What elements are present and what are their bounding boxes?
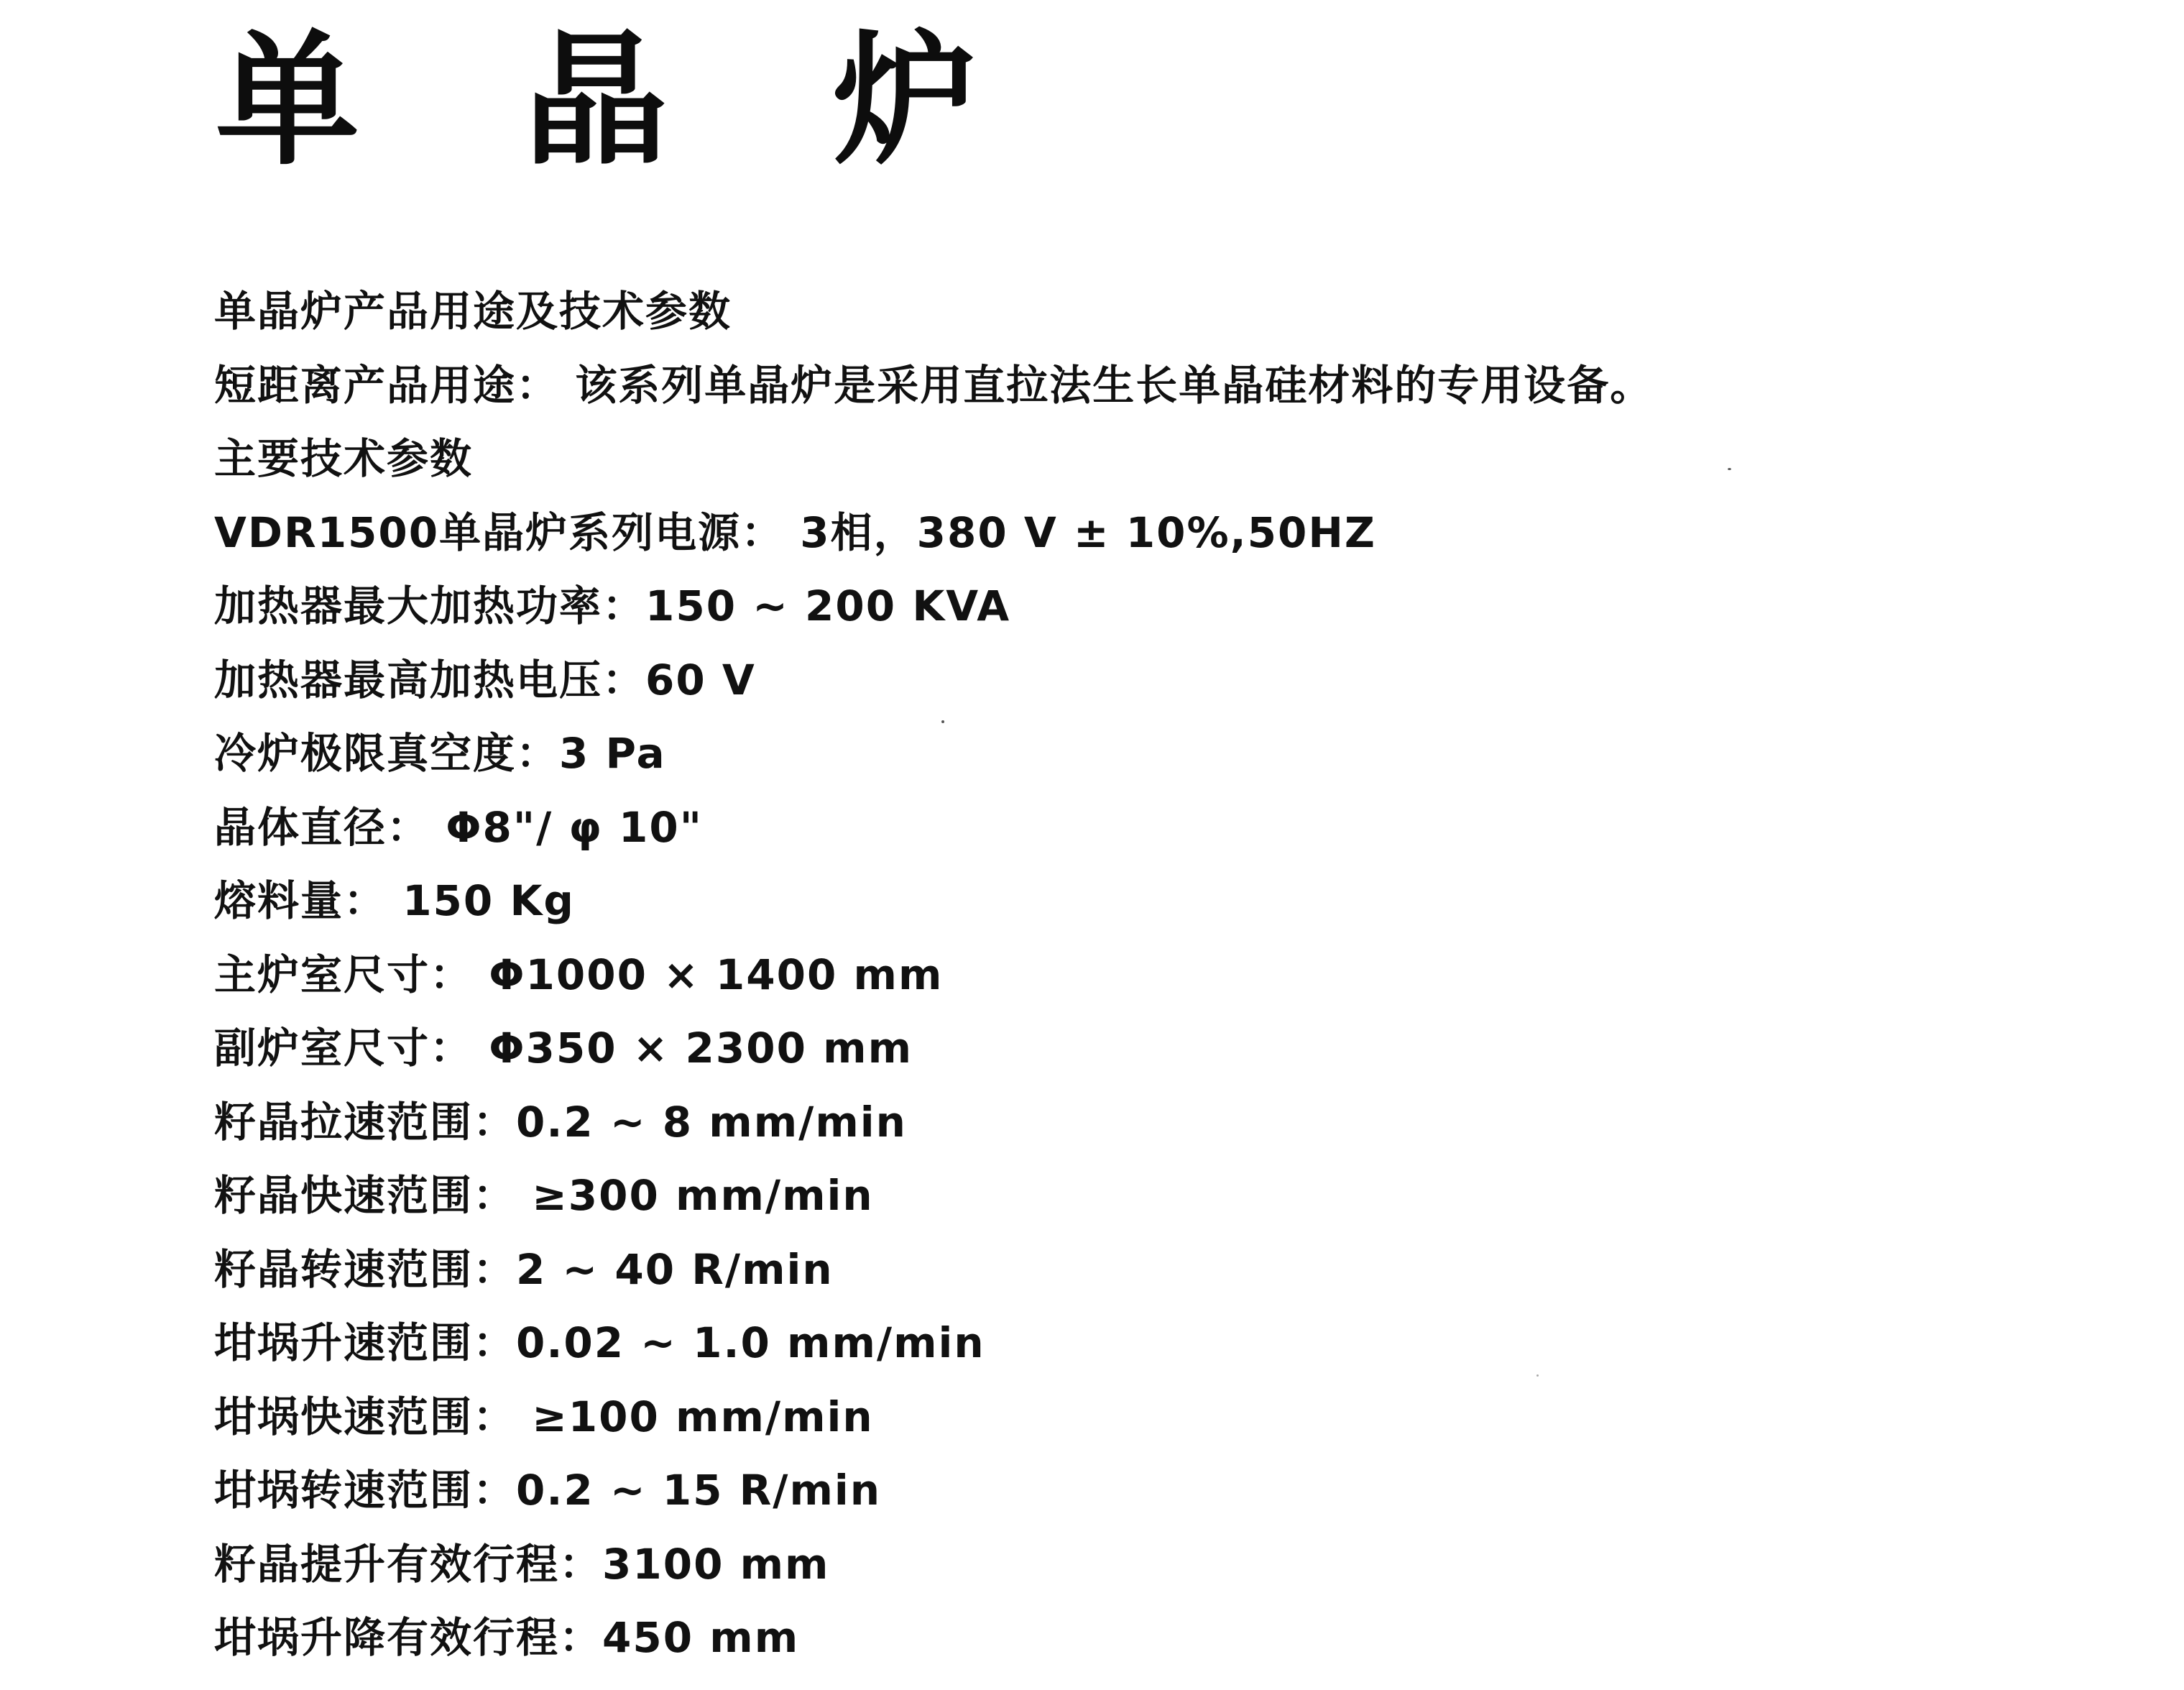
scan-speck <box>1536 1374 1539 1377</box>
spec-ultimate-vacuum: 冷炉极限真空度：3 Pa <box>214 729 666 778</box>
spec-heater-max-power: 加热器最大加热功率：150 ~ 200 KVA <box>214 582 1011 630</box>
product-usage-line: 短距离产品用途： 该系列单晶炉是采用直拉法生长单晶硅材料的专用设备。 <box>214 360 1654 410</box>
scan-speck <box>941 720 944 723</box>
spec-seed-fast-speed: 籽晶快速范围： ≥300 mm/min <box>214 1171 874 1220</box>
spec-main-chamber-size: 主炉室尺寸： Φ1000 × 1400 mm <box>214 950 944 999</box>
spec-seed-rotation: 籽晶转速范围：2 ~ 40 R/min <box>214 1244 834 1294</box>
spec-crucible-lift-speed: 坩埚升速范围：0.02 ~ 1.0 mm/min <box>214 1318 985 1367</box>
spec-seed-lift-stroke: 籽晶提升有效行程：3100 mm <box>214 1539 830 1589</box>
spec-heater-max-voltage: 加热器最高加热电压：60 V <box>214 655 756 704</box>
spec-sub-chamber-size: 副炉室尺寸： Φ350 × 2300 mm <box>214 1024 913 1073</box>
spec-crucible-rotation: 坩埚转速范围：0.2 ~ 15 R/min <box>214 1466 882 1515</box>
page-title: 单 晶 炉 <box>216 16 1035 185</box>
spec-crucible-fast-speed: 坩埚快速范围： ≥100 mm/min <box>214 1392 874 1441</box>
spec-power-supply: VDR1500单晶炉系列电源： 3相，380 V ± 10%,50HZ <box>214 508 1376 557</box>
spec-text-block <box>214 275 1653 1675</box>
heading-main-parameters: 主要技术参数 <box>214 434 474 483</box>
spec-melt-charge: 熔料量： 150 Kg <box>214 876 575 925</box>
scan-speck <box>1728 468 1731 470</box>
spec-crystal-diameter: 晶体直径： Φ8"/ φ 10" <box>214 802 703 852</box>
spec-crucible-lift-stroke: 坩埚升降有效行程：450 mm <box>214 1613 800 1662</box>
spec-seed-pull-speed: 籽晶拉速范围：0.2 ~ 8 mm/min <box>214 1097 907 1147</box>
heading-usage-and-parameters: 单晶炉产品用途及技术参数 <box>214 287 732 336</box>
